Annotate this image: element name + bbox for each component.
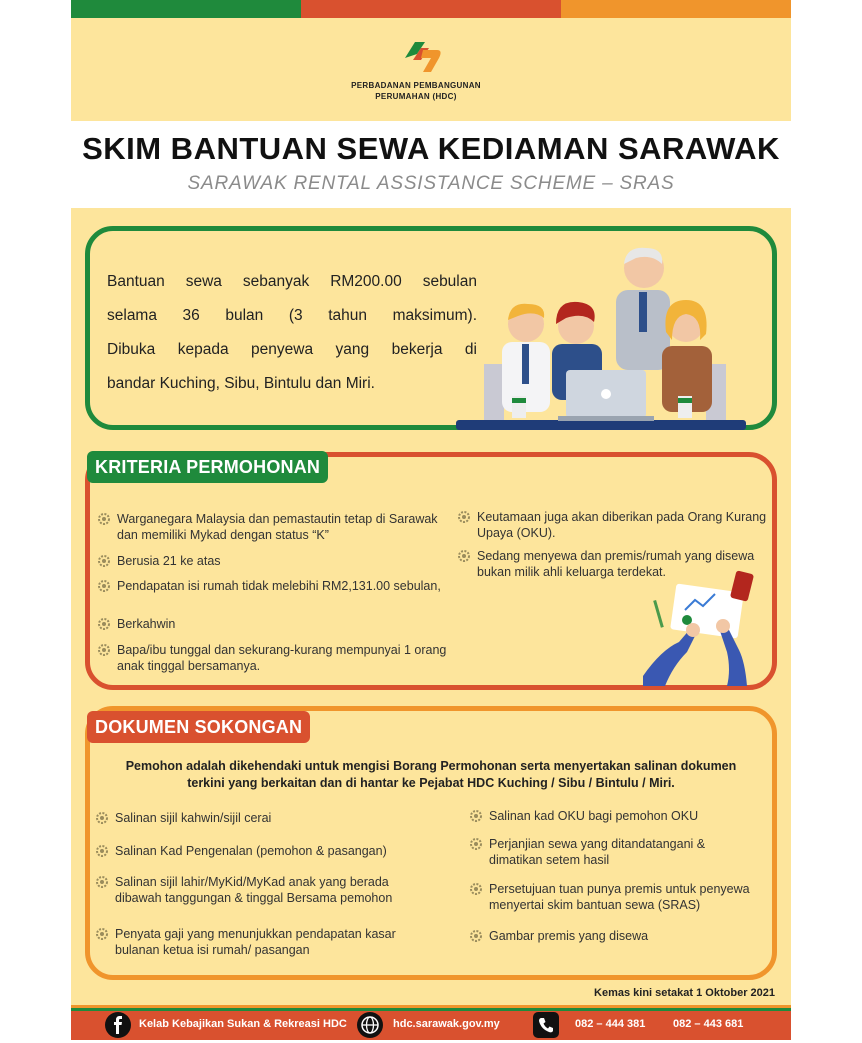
org-name-line1: PERBADANAN PEMBANGUNAN [351, 81, 481, 90]
gear-bullet-icon [97, 512, 111, 526]
title-area [71, 121, 791, 208]
top-stripe-orange [561, 0, 791, 18]
footer-stripe-green [71, 1008, 791, 1011]
org-name [341, 80, 491, 102]
gear-bullet-icon [97, 579, 111, 593]
gear-bullet-icon [469, 809, 483, 823]
phone-number-1[interactable]: 082 – 444 381 [575, 1018, 646, 1030]
office-workers-illustration [456, 246, 751, 432]
logo-area [71, 18, 791, 121]
dokumen-note-line1: Pemohon adalah dikehendaki untuk mengisi Borang Permohonan serta menyertakan salinan dokumen [125, 759, 737, 773]
gear-bullet-icon [97, 617, 111, 631]
kriteria-item-3 [97, 578, 447, 594]
phone-icon [533, 1012, 559, 1038]
dokumen-item-text: Salinan sijil kahwin/sijil cerai [115, 811, 272, 825]
dokumen-note [96, 758, 766, 792]
gear-bullet-icon [95, 875, 109, 889]
facebook-link[interactable]: Kelab Kebajikan Sukan & Rekreasi HDC [139, 1018, 347, 1030]
gear-bullet-icon [469, 837, 483, 851]
kriteria-item-text: Berkahwin [117, 617, 176, 631]
dokumen-item-2 [95, 843, 455, 859]
top-stripe-green [71, 0, 301, 18]
gear-bullet-icon [457, 549, 471, 563]
dokumen-item-text: Penyata gaji yang menunjukkan pendapatan kasar bulanan ketua isi rumah/ pasangan [115, 927, 396, 957]
dokumen-note-line2: terkini yang berkaitan dan di hantar ke Pejabat HDC Kuching / Sibu / Bintulu / Miri. [187, 776, 675, 790]
org-name-line2: PERUMAHAN (HDC) [375, 92, 457, 101]
dokumen-item-text: Salinan Kad Pengenalan (pemohon & pasangan) [115, 844, 387, 858]
dokumen-heading: DOKUMEN SOKONGAN [87, 711, 310, 743]
dokumen-item-8 [469, 928, 779, 944]
dokumen-item-3 [95, 874, 435, 906]
gear-bullet-icon [95, 927, 109, 941]
dokumen-item-text: Salinan sijil lahir/MyKid/MyKad anak yang berada dibawah tanggungan & tinggal Bersama pemohon [115, 875, 393, 905]
facebook-icon[interactable] [105, 1012, 131, 1038]
kriteria-item-4 [97, 616, 447, 632]
hdc-logo-icon [401, 36, 445, 76]
kriteria-item-text: Pendapatan isi rumah tidak melebihi RM2,131.00 sebulan, [117, 579, 441, 593]
kriteria-item-text: Keutamaan juga akan diberikan pada Orang Kurang Upaya (OKU). [477, 510, 767, 540]
gear-bullet-icon [457, 510, 471, 524]
hands-document-illustration [643, 566, 761, 688]
dokumen-item-7 [469, 881, 779, 913]
phone-number-2[interactable]: 082 – 443 681 [673, 1018, 744, 1030]
kriteria-item-text: Berusia 21 ke atas [117, 554, 221, 568]
kriteria-item-5 [97, 642, 447, 674]
gear-bullet-icon [97, 643, 111, 657]
dokumen-item-4 [95, 926, 435, 958]
intro-line-2-text: selama 36 bulan (3 tahun maksimum). [107, 307, 477, 324]
gear-bullet-icon [95, 811, 109, 825]
page-title: SKIM BANTUAN SEWA KEDIAMAN SARAWAK [82, 131, 780, 166]
gear-bullet-icon [97, 554, 111, 568]
gear-bullet-icon [95, 844, 109, 858]
gear-bullet-icon [469, 929, 483, 943]
kriteria-item-text: Bapa/ibu tunggal dan sekurang-kurang mempunyai 1 orang anak tinggal bersamanya. [117, 643, 447, 673]
dokumen-item-text: Gambar premis yang disewa [489, 929, 649, 943]
kriteria-item-text: Sedang menyewa dan premis/rumah yang disewa bukan milik ahli keluarga terdekat. [477, 549, 755, 579]
intro-line-2 [107, 299, 477, 333]
gear-bullet-icon [469, 882, 483, 896]
top-stripe-red [301, 0, 561, 18]
poster [71, 0, 791, 1040]
kriteria-item-2 [97, 553, 447, 569]
last-updated: Kemas kini setakat 1 Oktober 2021 [594, 987, 775, 999]
globe-icon [357, 1012, 383, 1038]
dokumen-item-1 [95, 810, 455, 826]
kriteria-item-text: Warganegara Malaysia dan pemastautin tetap di Sarawak dan memiliki Mykad dengan status “K” [117, 512, 438, 542]
kriteria-heading: KRITERIA PERMOHONAN [87, 451, 328, 483]
intro-line-1: Bantuan sewa sebanyak RM200.00 sebulan [107, 273, 477, 290]
dokumen-item-text: Salinan kad OKU bagi pemohon OKU [489, 809, 699, 823]
kriteria-item-6 [457, 509, 777, 541]
kriteria-item-1 [97, 511, 447, 543]
dokumen-item-6 [469, 836, 759, 868]
footer-bar [71, 1010, 791, 1040]
dokumen-item-text: Perjanjian sewa yang ditandatangani & dimatikan setem hasil [489, 837, 706, 867]
dokumen-item-text: Persetujuan tuan punya premis untuk penyewa menyertai skim bantuan sewa (SRAS) [489, 882, 750, 912]
page-subtitle: SARAWAK RENTAL ASSISTANCE SCHEME – SRAS [187, 173, 675, 194]
dokumen-item-5 [469, 808, 779, 824]
intro-line-3: Dibuka kepada penyewa yang bekerja di [107, 341, 477, 358]
intro-line-4: bandar Kuching, Sibu, Bintulu dan Miri. [107, 375, 375, 392]
website-link[interactable]: hdc.sarawak.gov.my [393, 1018, 500, 1030]
